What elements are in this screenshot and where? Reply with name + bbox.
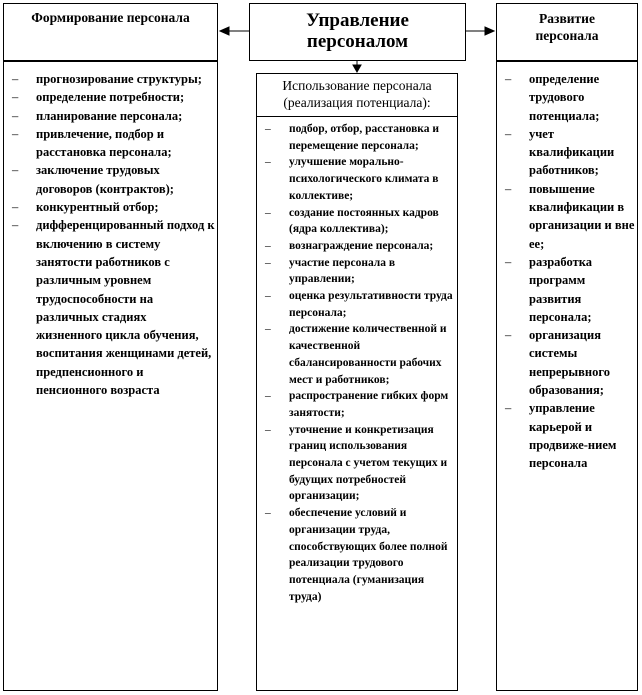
list-item (8, 125, 215, 162)
list-item (261, 205, 455, 238)
dash-marker: – (265, 123, 271, 135)
list-item (501, 125, 635, 180)
dash-marker: – (265, 156, 271, 169)
dash-marker: – (505, 72, 512, 86)
arrow-left-head (220, 27, 229, 35)
utilization-title-line1: Использование персонала (282, 78, 432, 93)
dash-marker: – (265, 507, 271, 520)
list-item (8, 107, 215, 125)
list-item-text: определение потребности; (36, 90, 185, 105)
dash-marker: – (12, 90, 19, 105)
list-item (261, 238, 455, 255)
list-item-text: участие персонала в управлении; (289, 256, 396, 286)
dash-marker: – (12, 126, 19, 141)
header-right-line2: персонала (535, 28, 599, 43)
header-right-line1: Развитие (539, 11, 595, 26)
list-item (501, 70, 635, 125)
dash-marker: – (12, 108, 19, 123)
dash-marker: – (265, 290, 271, 303)
list-item (501, 180, 635, 253)
list-item (8, 161, 215, 198)
header-development (496, 3, 638, 61)
development-list (501, 70, 635, 473)
dash-marker: – (265, 256, 271, 269)
dash-marker: – (505, 401, 512, 416)
dash-marker: – (265, 423, 271, 436)
list-item (261, 121, 455, 154)
header-center-line2: персоналом (306, 31, 409, 52)
dash-marker: – (505, 254, 512, 269)
header-personnel-management (249, 3, 466, 61)
list-item (8, 198, 215, 216)
list-item (501, 399, 635, 472)
list-item (261, 154, 455, 204)
list-item-text: улучшение морально-психологического климата в коллективе; (289, 156, 439, 202)
list-item-text: привлечение, подбор и расстановка персонала; (36, 126, 172, 160)
list-item-text: организация системы непрерывного образования; (529, 328, 610, 398)
list-item (261, 321, 455, 388)
list-item-text: конкурентный отбор; (36, 200, 159, 215)
arrow-down-head (353, 65, 361, 72)
formation-column (3, 61, 218, 691)
list-item (261, 505, 455, 605)
dash-marker: – (505, 181, 512, 196)
dash-marker: – (12, 200, 19, 215)
list-item-text: обеспечение условий и организации труда, способствующих более полной реализации трудового потенциала (гуманизация труда) (289, 507, 448, 603)
list-item-text: определение трудового потенциала; (529, 72, 600, 123)
list-item (261, 422, 455, 506)
list-item-text: управление карьерой и продвиже-нием персонала (529, 401, 617, 471)
list-item (261, 288, 455, 321)
utilization-title (257, 74, 457, 117)
list-item-text: уточнение и конкретизация границ использования персонала с учетом текущих и будущих потребностей организации; (289, 423, 448, 503)
list-item (261, 388, 455, 421)
utilization-title-line2: (реализация потенциала): (283, 95, 431, 110)
dash-marker: – (12, 72, 19, 86)
list-item (8, 88, 215, 106)
list-item-text: заключение трудовых договоров (контрактов); (36, 163, 174, 196)
list-item-text: достижение количественной и качественной сбалансированности рабочих мест и работников; (289, 323, 447, 386)
utilization-list (261, 117, 455, 605)
list-item-text: распространение гибких форм занятости; (289, 390, 449, 419)
dash-marker: – (265, 390, 271, 403)
list-item (261, 255, 455, 288)
list-item-text: оценка результативности труда персонала; (289, 290, 453, 319)
development-column (496, 61, 638, 691)
header-formation (3, 3, 218, 61)
list-item (501, 326, 635, 399)
list-item-text: прогнозирование структуры; (36, 72, 202, 86)
list-item-text: дифференцированный подход к включению в систему занятости работников с различным уровнем трудоспособности на различных стадиях жизненного цикла обучения, воспитания женщинами детей, предпенсионного и пенсионного возраста (36, 218, 215, 398)
formation-list (8, 70, 215, 399)
list-item (8, 70, 215, 88)
list-item-text: создание постоянных кадров (ядра коллектива); (289, 206, 439, 236)
dash-marker: – (265, 239, 271, 252)
header-center-line1: Управление (306, 10, 409, 31)
dash-marker: – (505, 126, 512, 141)
dash-marker: – (505, 328, 512, 343)
list-item-text: подбор, отбор, расстановка и перемещение персонала; (289, 123, 439, 152)
dash-marker: – (12, 218, 19, 233)
list-item-text: разработка программ развития персонала; (529, 254, 593, 324)
list-item (501, 253, 635, 326)
list-item-text: планирование персонала; (36, 108, 183, 123)
list-item (8, 216, 215, 399)
utilization-column (256, 73, 458, 691)
list-item-text: учет квалификации работников; (529, 126, 615, 178)
list-item-text: повышение квалификации в организации и вне ее; (529, 181, 635, 251)
list-item-text: вознаграждение персонала; (289, 239, 434, 252)
dash-marker: – (265, 323, 271, 336)
header-formation-label: Формирование персонала (31, 10, 190, 25)
dash-marker: – (12, 163, 19, 178)
dash-marker: – (265, 206, 271, 219)
arrow-right-head (485, 27, 494, 35)
